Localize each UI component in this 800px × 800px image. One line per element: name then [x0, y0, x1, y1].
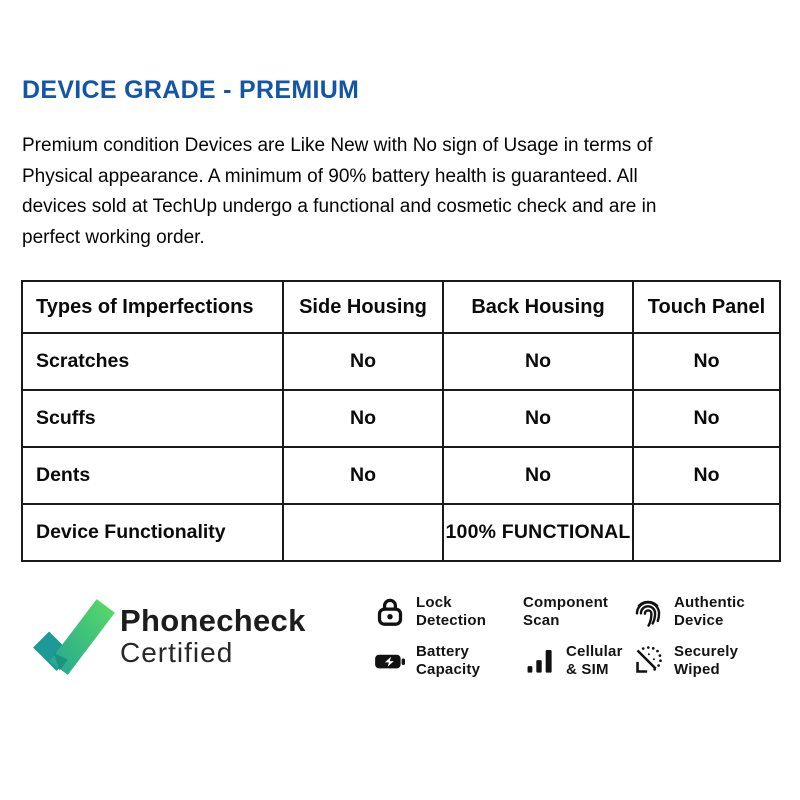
feature-label: Battery Capacity	[416, 643, 481, 678]
row-label: Scuffs	[22, 390, 283, 447]
table-row-device-functionality	[22, 504, 780, 561]
table-row-scratches	[22, 333, 780, 390]
cell-value: No	[633, 447, 780, 504]
column-header-back-housing: Back Housing	[443, 281, 633, 333]
checkmark-icon	[31, 595, 115, 679]
battery-icon	[373, 644, 407, 678]
feature-lock-detection	[373, 594, 523, 630]
description-line: perfect working order.	[22, 226, 205, 248]
feature-component-scan	[523, 594, 631, 630]
feature-label: Authentic Device	[674, 594, 745, 629]
column-header-types: Types of Imperfections	[22, 281, 283, 333]
feature-authentic-device	[631, 594, 763, 630]
cell-value: No	[443, 447, 633, 504]
cell-value	[633, 504, 780, 561]
feature-label: Securely Wiped	[674, 643, 739, 678]
row-label: Dents	[22, 447, 283, 504]
fingerprint-icon	[631, 595, 665, 629]
page-title: DEVICE GRADE - PREMIUM	[22, 76, 360, 104]
cell-value: No	[283, 333, 443, 390]
cell-value: No	[283, 447, 443, 504]
imperfections-table	[21, 280, 781, 562]
description-line: Physical appearance. A minimum of 90% battery health is guaranteed. All	[22, 165, 638, 187]
wipe-icon	[631, 644, 665, 678]
brand-text	[120, 604, 306, 668]
cell-value: No	[443, 390, 633, 447]
table-row-scuffs	[22, 390, 780, 447]
certification-features	[373, 594, 763, 679]
cell-value: No	[283, 390, 443, 447]
brand-name: Phonecheck	[120, 603, 306, 639]
feature-label: Cellular & SIM	[566, 643, 623, 678]
feature-label: Component Scan	[523, 594, 609, 629]
grade-description	[22, 131, 779, 253]
brand-subtitle: Certified	[120, 636, 234, 668]
row-label: Device Functionality	[22, 504, 283, 561]
table-row-dents	[22, 447, 780, 504]
feature-securely-wiped	[631, 643, 763, 679]
cell-value: No	[633, 390, 780, 447]
description-line: devices sold at TechUp undergo a functional and cosmetic check and are in	[22, 196, 657, 217]
cell-value: No	[633, 333, 780, 390]
column-header-touch-panel: Touch Panel	[633, 281, 780, 333]
description-line: Premium condition Devices are Like New with No sign of Usage in terms of	[22, 135, 653, 156]
cell-value	[283, 504, 443, 561]
feature-label: Lock Detection	[416, 594, 487, 629]
certification-footer	[21, 594, 779, 679]
phonecheck-logo	[31, 595, 306, 679]
feature-cellular-sim	[523, 643, 631, 679]
lock-icon	[373, 595, 407, 629]
functional-status: 100% FUNCTIONAL	[443, 504, 633, 561]
signal-bars-icon	[523, 644, 557, 678]
feature-battery-capacity	[373, 643, 523, 679]
column-header-side-housing: Side Housing	[283, 281, 443, 333]
table-header-row	[22, 281, 780, 333]
cell-value: No	[443, 333, 633, 390]
row-label: Scratches	[22, 333, 283, 390]
